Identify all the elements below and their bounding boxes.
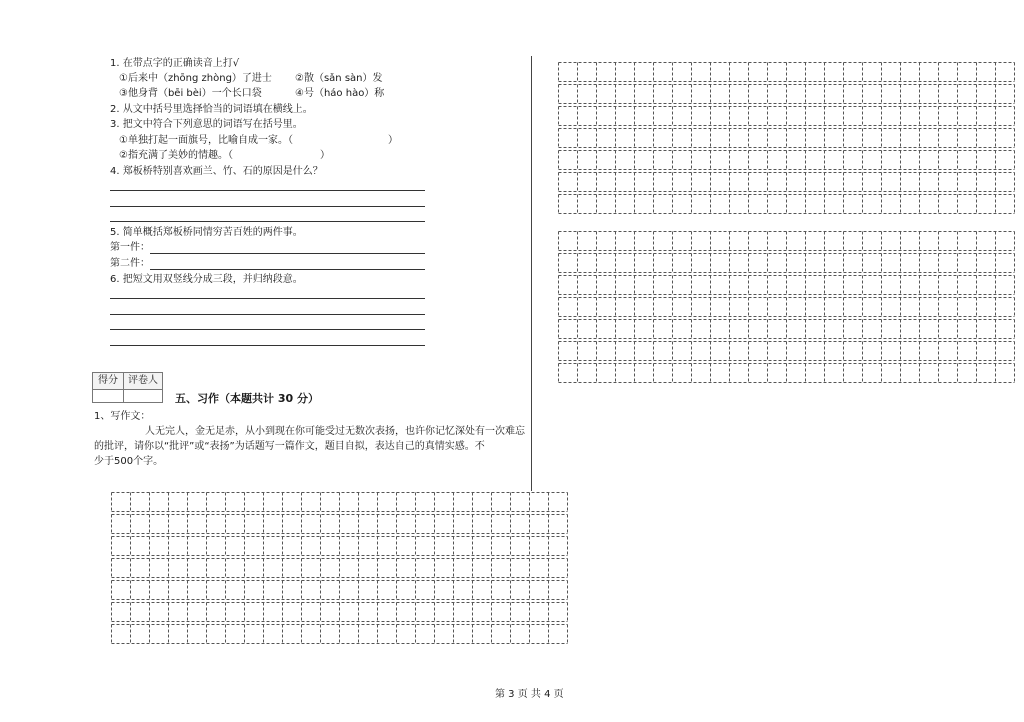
question-3: 3. 把文中符合下列意思的词语写在括号里。 (110, 119, 303, 130)
answer-line[interactable] (110, 190, 425, 191)
essay-item-label: 1、写作文： (94, 411, 151, 422)
answer-line[interactable] (110, 345, 425, 346)
question-1-option-b: ②散（sǎn sàn）发 (295, 73, 383, 84)
question-5: 5. 简单概括郑板桥同情穷苦百姓的两件事。 (110, 227, 303, 238)
question-1: 1. 在带点字的正确读音上打√ (110, 58, 240, 69)
writing-grid-bottom-left[interactable] (111, 492, 589, 648)
question-3-item-b: ②指充满了美妙的情趣。（ (119, 150, 233, 161)
question-4: 4. 郑板桥特别喜欢画兰、竹、石的原因是什么？ (110, 166, 323, 177)
section-title: 五、习作（本题共计 30 分） (175, 392, 319, 405)
answer-line[interactable] (110, 329, 425, 330)
grader-label: 评卷人 (123, 372, 163, 390)
writing-grid-top-right[interactable] (558, 62, 1024, 218)
essay-prompt-line-1: 人无完人，金无足赤，从小到现在你可能受过无数次表扬，也许你记忆深处有一次难忘 (145, 426, 525, 437)
question-5-first-label: 第一件： (110, 242, 150, 253)
question-3-item-a: ①单独打起一面旗号，比喻自成一家。（ (119, 135, 293, 146)
answer-line[interactable] (110, 221, 425, 222)
answer-line[interactable] (110, 298, 425, 299)
question-3-item-b-close: ） (320, 150, 330, 161)
answer-line-first[interactable] (150, 253, 425, 254)
score-field[interactable] (92, 389, 124, 403)
answer-line[interactable] (110, 314, 425, 315)
question-1-option-a: ①后来中（zhōng zhòng）了进士 (119, 73, 272, 84)
question-1-option-d: ④号（háo hào）称 (295, 88, 385, 99)
writing-grid-middle-right[interactable] (558, 231, 1024, 387)
question-6: 6. 把短文用双竖线分成三段，并归纳段意。 (110, 274, 303, 285)
question-5-second-label: 第二件： (110, 258, 150, 269)
essay-prompt-line-3: 少于500个字。 (94, 456, 164, 467)
page-number: 第 3 页 共 4 页 (495, 689, 564, 700)
question-2: 2. 从文中括号里选择恰当的词语填在横线上。 (110, 104, 313, 115)
score-label: 得分 (92, 372, 124, 390)
question-3-item-a-close: ） (388, 135, 398, 146)
answer-line[interactable] (110, 206, 425, 207)
answer-line-second[interactable] (150, 269, 425, 270)
question-1-option-c: ③他身背（bēi bèi）一个长口袋 (119, 88, 262, 99)
grader-field[interactable] (123, 389, 163, 403)
column-divider (531, 56, 532, 491)
essay-prompt-line-2: 的批评，请你以“批评”或“表扬”为话题写一篇作文，题目自拟，表达自己的真情实感。不 (94, 441, 485, 452)
